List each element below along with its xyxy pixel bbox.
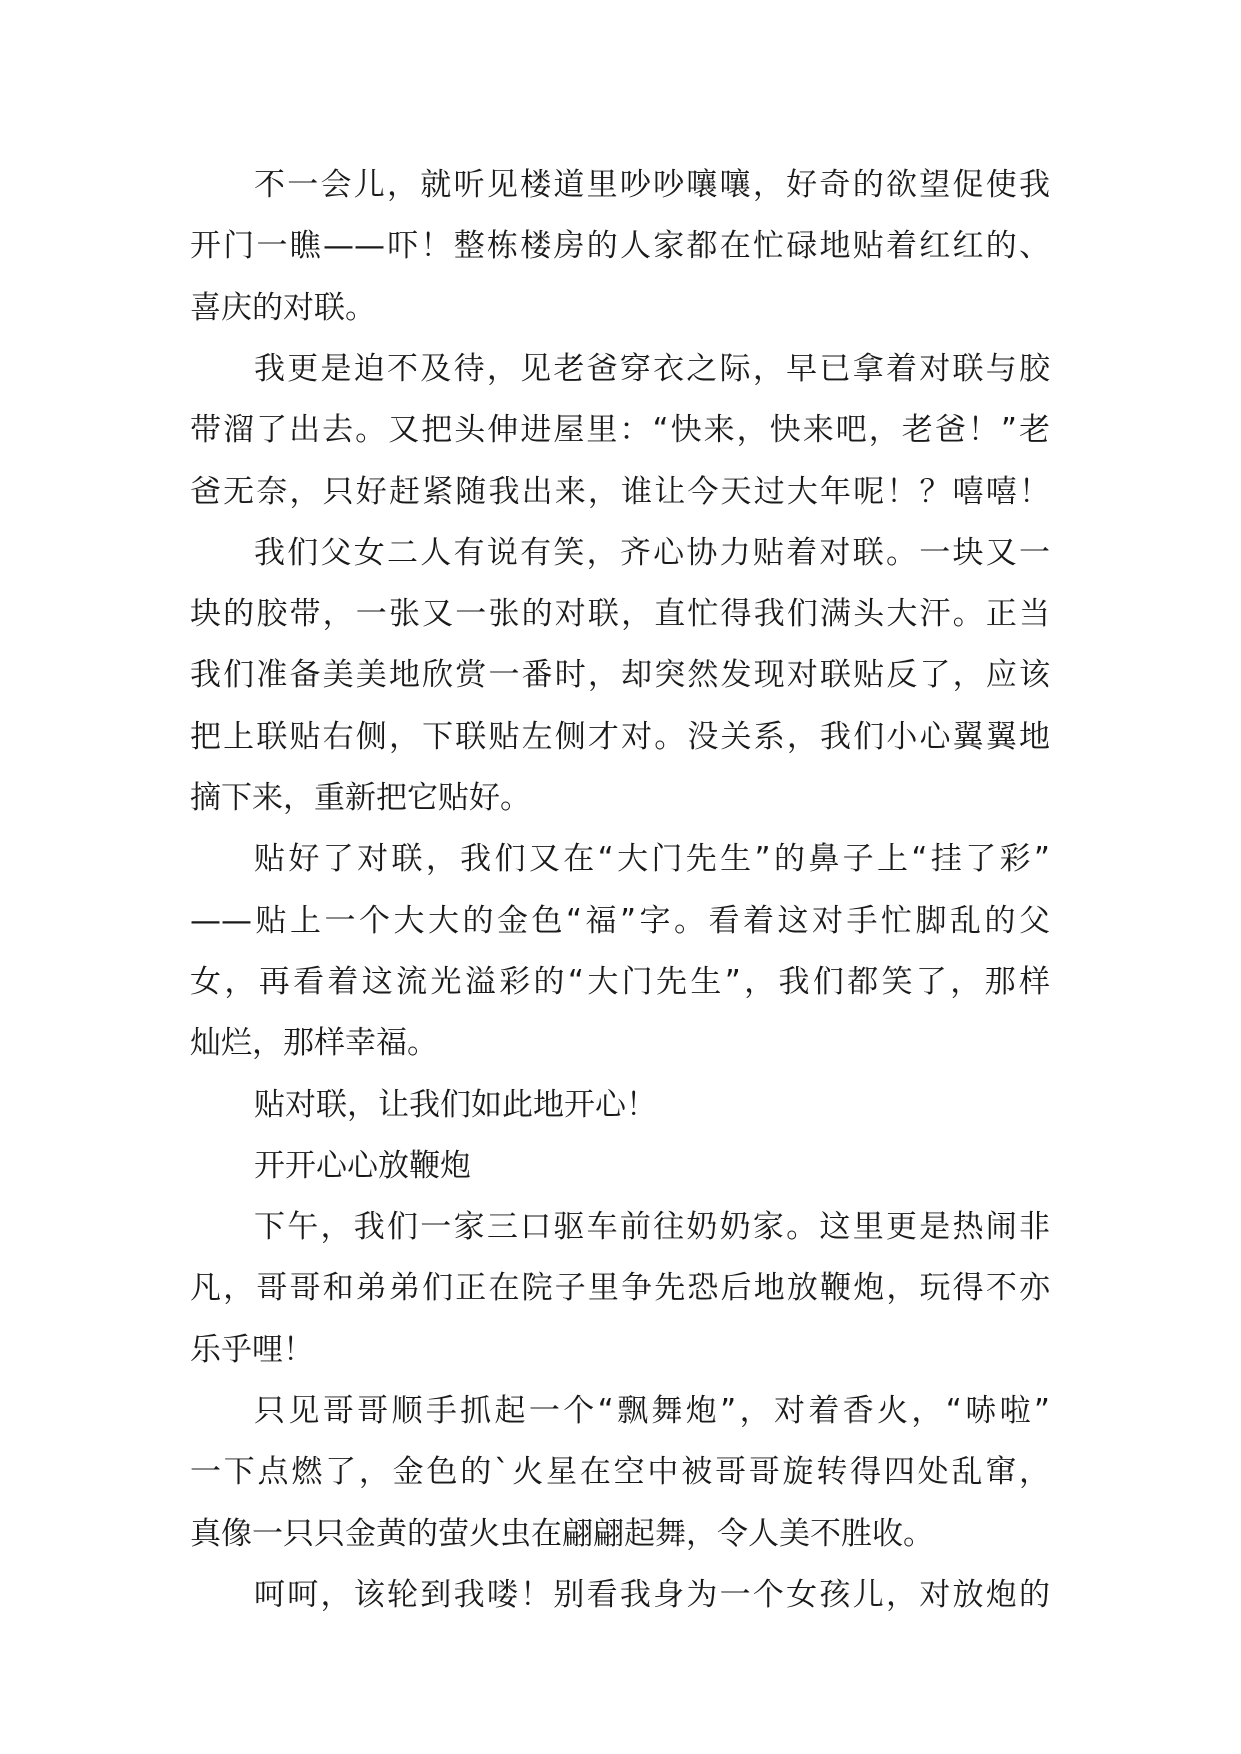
text-line: 我们准备美美地欣赏一番时，却突然发现对联贴反了，应该: [190, 657, 1050, 694]
text-line: 一下点燃了，金色的`火星在空中被哥哥旋转得四处乱窜，: [190, 1454, 1050, 1491]
text-line: 女，再看着这流光溢彩的“大门先生”，我们都笑了，那样: [190, 963, 1050, 1000]
text-line: 灿烂，那样幸福。: [190, 1025, 438, 1062]
text-line: 只见哥哥顺手抓起一个“飘舞炮”，对着香火，“哧啦”: [254, 1393, 1050, 1429]
text-line: 我们父女二人有说有笑，齐心协力贴着对联。一块又一: [254, 534, 1050, 571]
text-line: 块的胶带，一张又一张的对联，直忙得我们满头大汗。正当: [190, 596, 1050, 633]
text-line: 我更是迫不及待，见老爸穿衣之际，早已拿着对联与胶: [254, 350, 1050, 387]
text-line: 贴好了对联，我们又在“大门先生”的鼻子上“挂了彩”: [254, 841, 1050, 878]
text-line: 开开心心放鞭炮: [254, 1147, 471, 1184]
text-line: 摘下来，重新把它贴好。: [190, 780, 531, 816]
text-line: 爸无奈，只好赶紧随我出来，谁让今天过大年呢！？嘻嘻！: [190, 473, 1050, 510]
text-line: 带溜了出去。又把头伸进屋里：“快来，快来吧，老爸！”老: [190, 412, 1050, 449]
text-line: 乐乎哩！: [190, 1331, 314, 1368]
text-line: ——贴上一个大大的金色“福”字。看着这对手忙脚乱的父: [190, 902, 1050, 939]
text-line: 喜庆的对联。: [190, 289, 376, 326]
text-line: 真像一只只金黄的萤火虫在翩翩起舞，令人美不胜收。: [190, 1515, 934, 1552]
text-line: 贴对联，让我们如此地开心！: [254, 1086, 657, 1123]
text-line: 下午，我们一家三口驱车前往奶奶家。这里更是热闹非: [254, 1209, 1050, 1246]
text-line: 把上联贴右侧，下联贴左侧才对。没关系，我们小心翼翼地: [190, 718, 1050, 755]
text-line: 开门一瞧——吓！整栋楼房的人家都在忙碌地贴着红红的、: [190, 228, 1050, 265]
text-line: 凡，哥哥和弟弟们正在院子里争先恐后地放鞭炮，玩得不亦: [190, 1270, 1050, 1307]
text-line: 呵呵，该轮到我喽！别看我身为一个女孩儿，对放炮的: [254, 1576, 1050, 1613]
text-line: 不一会儿，就听见楼道里吵吵嚷嚷，好奇的欲望促使我: [254, 167, 1050, 203]
